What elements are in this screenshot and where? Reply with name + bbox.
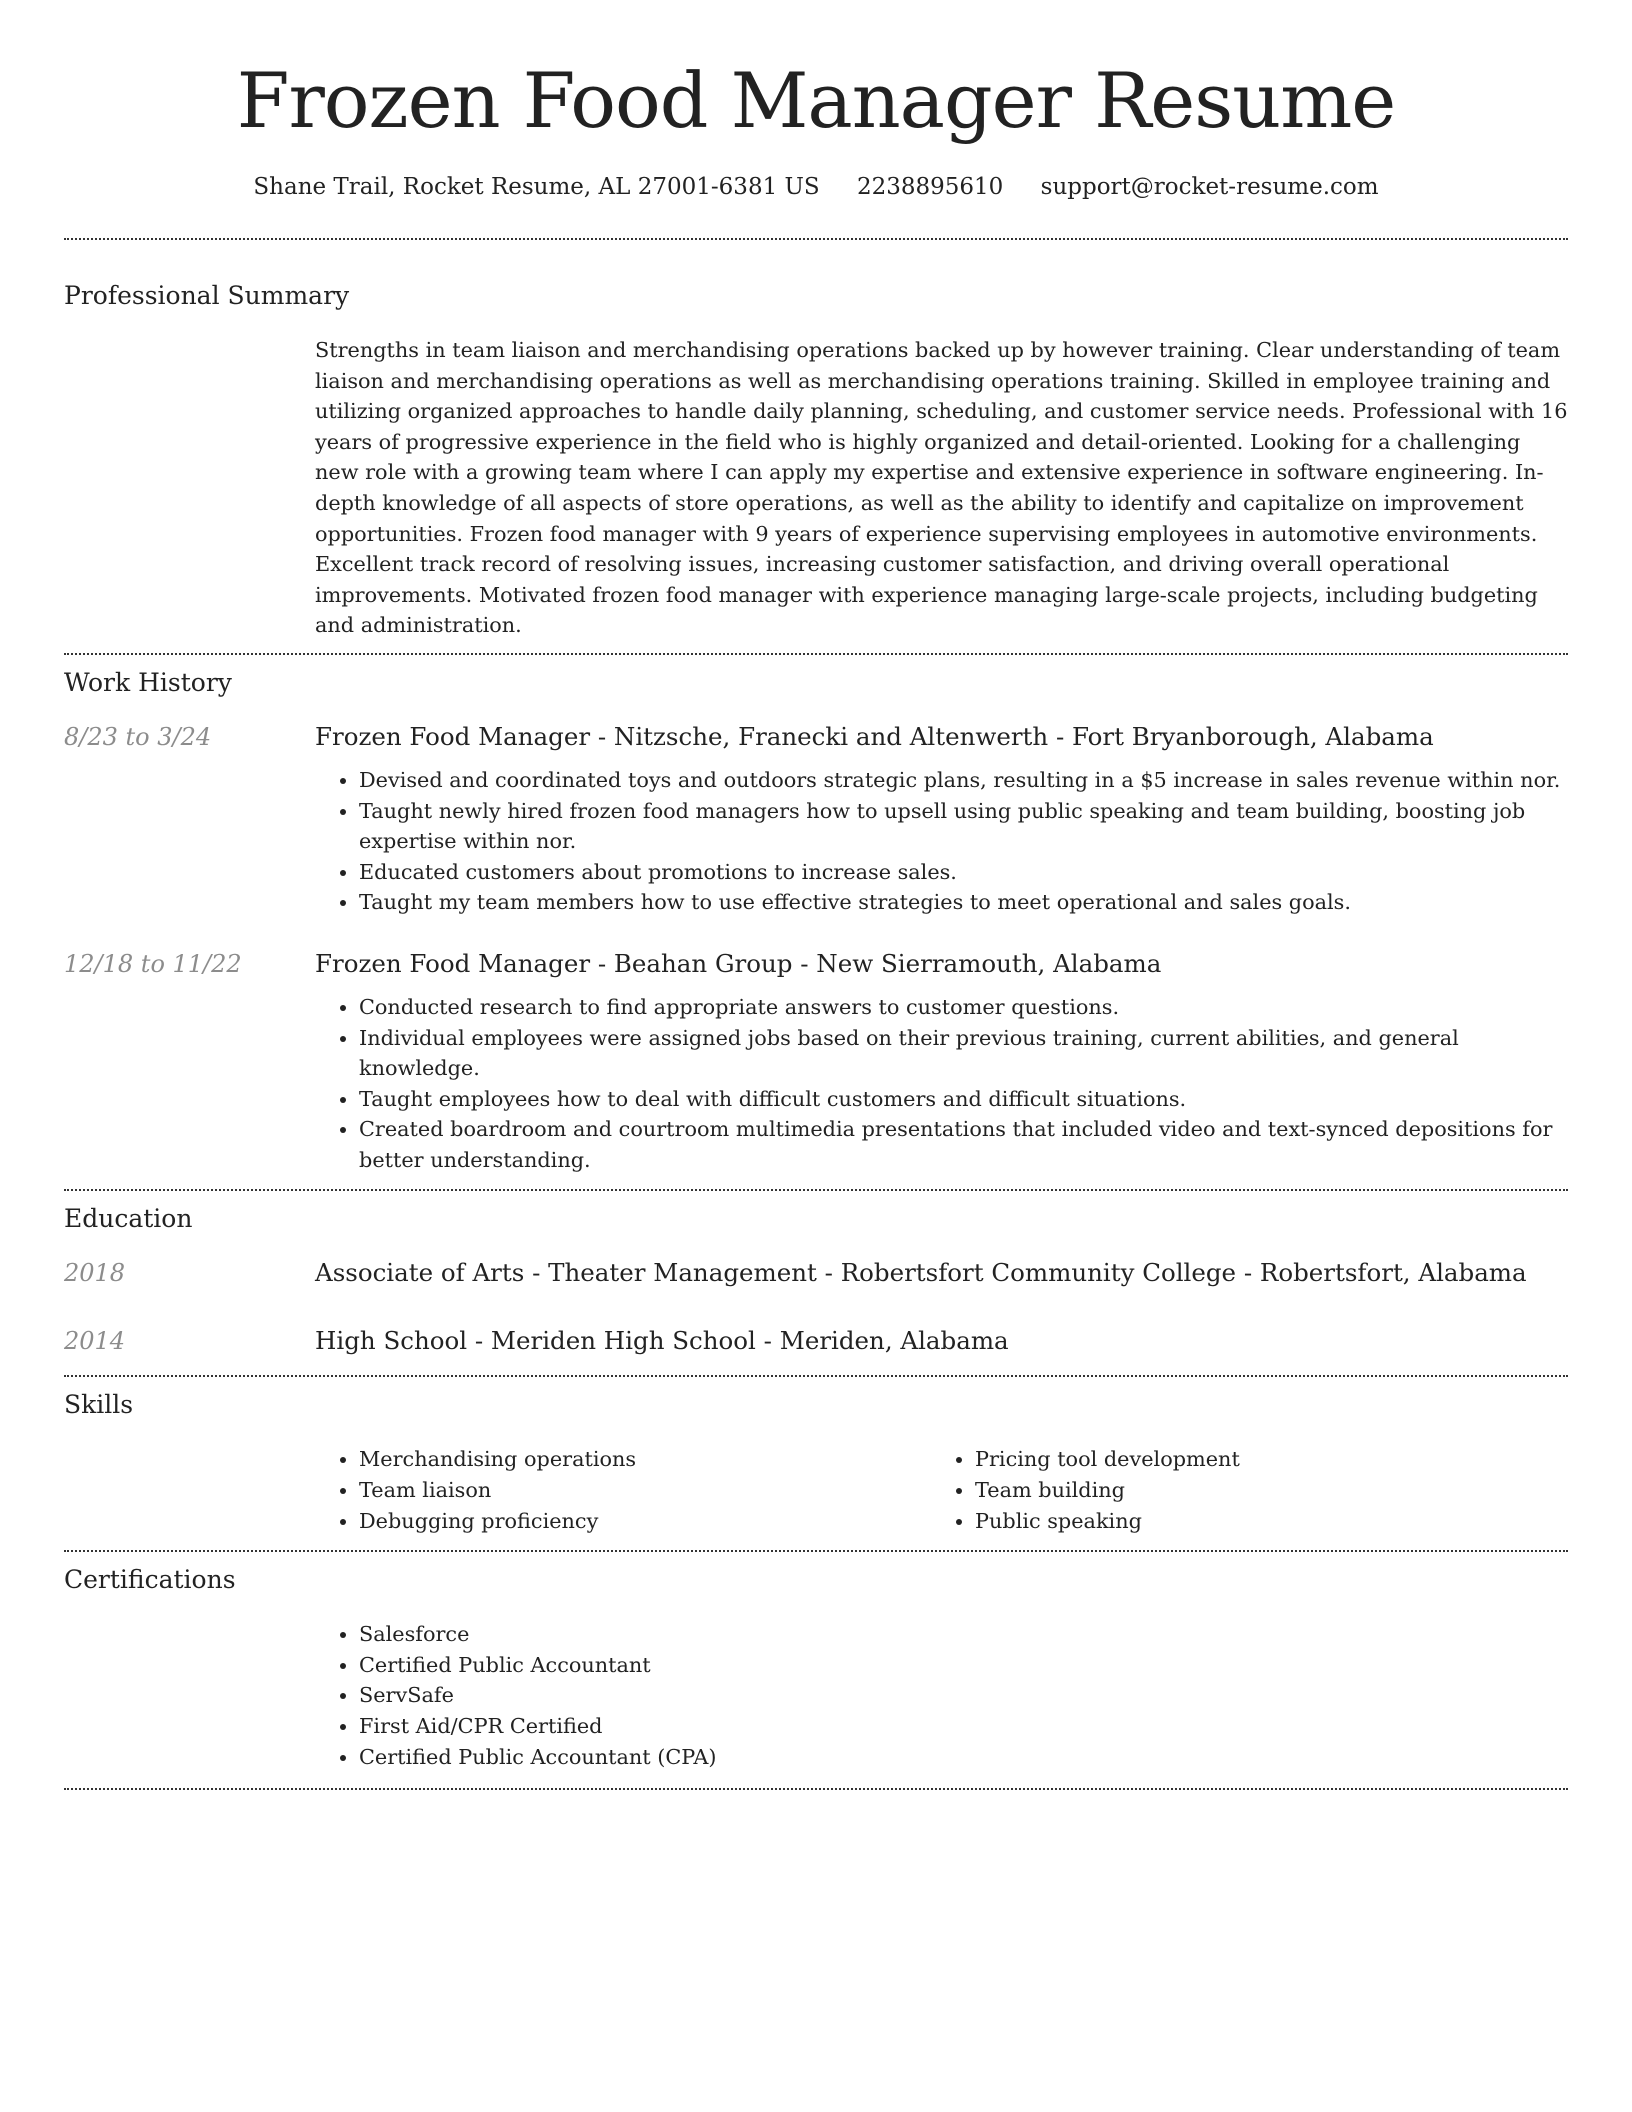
- education-entry: [64, 1325, 1568, 1357]
- job-bullet: • Taught my team members how to use effective strategies to meet operational and sales goals.: [359, 887, 1568, 918]
- summary-heading: Professional Summary: [64, 281, 350, 310]
- job-bullet: • Taught newly hired frozen food managers how to upsell using public speaking and team building, boosting job expertise within nor.: [359, 796, 1568, 857]
- job-bullet: • Educated customers about promotions to increase sales.: [359, 857, 1568, 888]
- resume-title: Frozen Food Manager Resume: [236, 56, 1396, 145]
- certification-item: • ServSafe: [359, 1680, 1568, 1711]
- skills-list-left: [315, 1444, 931, 1536]
- education-detail: Associate of Arts - Theater Management - Robertsfort Community College - Robertsfort, Alabama: [315, 1258, 1527, 1288]
- contact-phone: 2238895610: [856, 174, 1004, 200]
- job-title: Frozen Food Manager - Nitzsche, Franecki and Altenwerth - Fort Bryanborough, Alabama: [315, 721, 1434, 751]
- certifications-list: [315, 1619, 1568, 1772]
- education-year: 2014: [64, 1327, 126, 1356]
- job-dates: 12/18 to 11/22: [64, 949, 242, 978]
- education-section: [64, 1191, 1568, 1357]
- job-bullet: • Conducted research to find appropriate answers to customer questions.: [359, 992, 1568, 1023]
- certifications-divider: [64, 1788, 1568, 1790]
- certification-item: • Certified Public Accountant: [359, 1650, 1568, 1681]
- job-bullet: • Taught employees how to deal with difficult customers and difficult situations.: [359, 1084, 1568, 1115]
- contact-address: Shane Trail, Rocket Resume, AL 27001-6381 US: [253, 174, 820, 200]
- contact-line: [64, 170, 1568, 204]
- job-entry: [64, 948, 1568, 1176]
- summary-section: [64, 240, 1568, 641]
- job-title: Frozen Food Manager - Beahan Group - New Sierramouth, Alabama: [315, 948, 1162, 978]
- work-history-heading: Work History: [64, 667, 232, 697]
- skill-item: • Debugging proficiency: [359, 1506, 931, 1537]
- skill-item: • Public speaking: [975, 1506, 1547, 1537]
- certification-item: • First Aid/CPR Certified: [359, 1711, 1568, 1742]
- skills-list-right: [931, 1444, 1547, 1536]
- job-bullet: • Created boardroom and courtroom multimedia presentations that included video and text-synced depositions for better understanding.: [359, 1114, 1568, 1175]
- summary-text: Strengths in team liaison and merchandising operations backed up by however training. Clear understanding of team liaison and merchandising operations as well as merchandising operations training. Skilled in employee training and utilizing organized approaches to handle daily planning, scheduling, and customer service needs. Professional with 16 years of progressive experience in the field who is highly organized and detail-oriented. Looking for a challenging new role with a growing team where I can apply my expertise and extensive experience in software engineering. In-depth knowledge of all aspects of store operations, as well as the ability to identify and capitalize on improvement opportunities. Frozen food manager with 9 years of experience supervising employees in automotive environments. Excellent track record of resolving issues, increasing customer satisfaction, and driving overall operational improvements. Motivated frozen food manager with experience managing large-scale projects, including budgeting and administration.: [315, 338, 1568, 638]
- job-bullet: • Individual employees were assigned jobs based on their previous training, current abilities, and general knowledge.: [359, 1023, 1568, 1084]
- job-bullets: [315, 765, 1568, 918]
- job-dates: 8/23 to 3/24: [64, 722, 212, 751]
- skills-heading: Skills: [64, 1390, 134, 1420]
- education-entry: [64, 1257, 1568, 1289]
- education-heading: Education: [64, 1204, 193, 1234]
- skills-section: [64, 1377, 1568, 1536]
- job-entry: [64, 721, 1568, 918]
- certifications-heading: Certifications: [64, 1565, 236, 1595]
- education-year: 2018: [64, 1259, 126, 1288]
- skill-item: • Team building: [975, 1475, 1547, 1506]
- skill-item: • Merchandising operations: [359, 1444, 931, 1475]
- contact-email: support@rocket-resume.com: [1040, 174, 1379, 200]
- skill-item: • Team liaison: [359, 1475, 931, 1506]
- job-bullet: • Devised and coordinated toys and outdoors strategic plans, resulting in a $5 increase in sales revenue within nor.: [359, 765, 1568, 796]
- skill-item: • Pricing tool development: [975, 1444, 1547, 1475]
- work-history-section: [64, 655, 1568, 1176]
- job-bullets: [315, 992, 1568, 1176]
- education-detail: High School - Meriden High School - Meriden, Alabama: [315, 1326, 1009, 1356]
- certifications-section: [64, 1552, 1568, 1772]
- certification-item: • Salesforce: [359, 1619, 1568, 1650]
- certification-item: • Certified Public Accountant (CPA): [359, 1742, 1568, 1773]
